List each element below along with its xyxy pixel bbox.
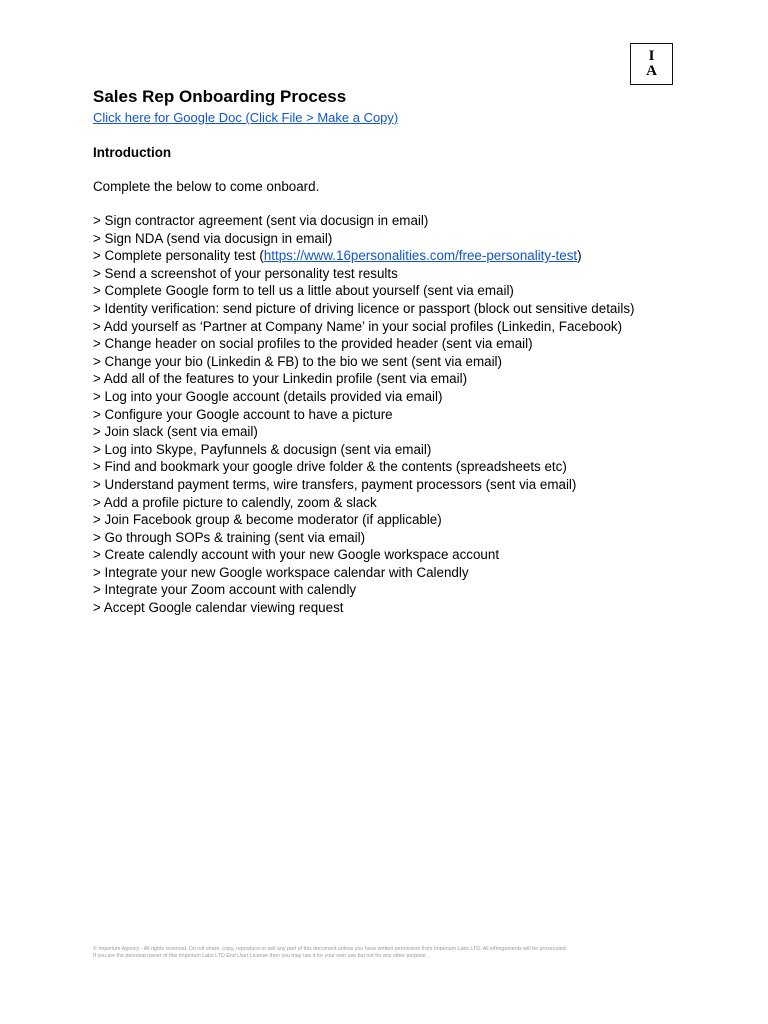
checklist-item-suffix: ): [577, 248, 582, 264]
checklist-item: > Understand payment terms, wire transfers, payment processors (sent via email): [93, 476, 577, 492]
checklist-item: > Configure your Google account to have a picture: [93, 406, 393, 422]
footer-line: © Imperium Agency - All rights reserved. Do not share, copy, reproduce or sell any part of this document unless you have written permission from Imperium Labs LTD. All infringements will be prosecuted.: [93, 946, 568, 952]
checklist-item: > Accept Google calendar viewing request: [93, 600, 344, 616]
checklist-item: > Identity verification: send picture of driving licence or passport (block out sensitive details): [93, 300, 635, 316]
checklist-item: > Join slack (sent via email): [93, 424, 258, 440]
personality-test-link[interactable]: https://www.16personalities.com/free-personality-test: [263, 248, 578, 264]
checklist-item: > Create calendly account with your new Google workspace account: [93, 547, 500, 563]
checklist-item: > Sign contractor agreement (sent via docusign in email): [93, 213, 429, 228]
page-title: Sales Rep Onboarding Process: [93, 87, 347, 106]
footer-line: If you are the personal owner of this Imperium Labs LTD End User License then you may use it for your own use but not for any other purpose.: [93, 953, 428, 959]
checklist-item: > Send a screenshot of your personality test results: [93, 265, 398, 281]
checklist-item: > Join Facebook group & become moderator (if applicable): [93, 512, 442, 528]
google-doc-link[interactable]: Click here for Google Doc (Click File > Make a Copy): [93, 110, 399, 125]
checklist-item: > Go through SOPs & training (sent via email): [93, 529, 366, 545]
checklist-item: > Change your bio (Linkedin & FB) to the bio we sent (sent via email): [93, 353, 502, 369]
checklist-item: > Log into Skype, Payfunnels & docusign (sent via email): [93, 441, 432, 457]
checklist-item: [93, 247, 634, 265]
checklist-item: > Find and bookmark your google drive folder & the contents (spreadsheets etc): [93, 459, 567, 475]
logo-letter-top: I: [648, 48, 655, 64]
intro-text: Complete the below to come onboard.: [93, 179, 320, 194]
checklist-item-prefix: > Complete personality test (: [93, 248, 264, 264]
checklist-item: > Change header on social profiles to the provided header (sent via email): [93, 336, 533, 352]
checklist-item: > Add yourself as ‘Partner at Company Name’ in your social profiles (Linkedin, Facebook): [93, 318, 623, 334]
logo-letter-bottom: A: [646, 63, 657, 79]
checklist-item: > Log into your Google account (details provided via email): [93, 388, 443, 404]
checklist-item: > Add a profile picture to calendly, zoom & slack: [93, 494, 377, 510]
section-heading: Introduction: [93, 145, 172, 160]
copyright-footer: [93, 946, 683, 960]
checklist-item: > Add all of the features to your Linkedin profile (sent via email): [93, 371, 468, 387]
checklist-item: > Sign NDA (send via docusign in email): [93, 230, 333, 246]
checklist-item: > Complete Google form to tell us a little about yourself (sent via email): [93, 283, 514, 299]
company-logo: [630, 43, 673, 85]
onboarding-checklist: [93, 212, 634, 617]
checklist-item: > Integrate your Zoom account with calendly: [93, 582, 357, 598]
checklist-item: > Integrate your new Google workspace calendar with Calendly: [93, 564, 469, 580]
